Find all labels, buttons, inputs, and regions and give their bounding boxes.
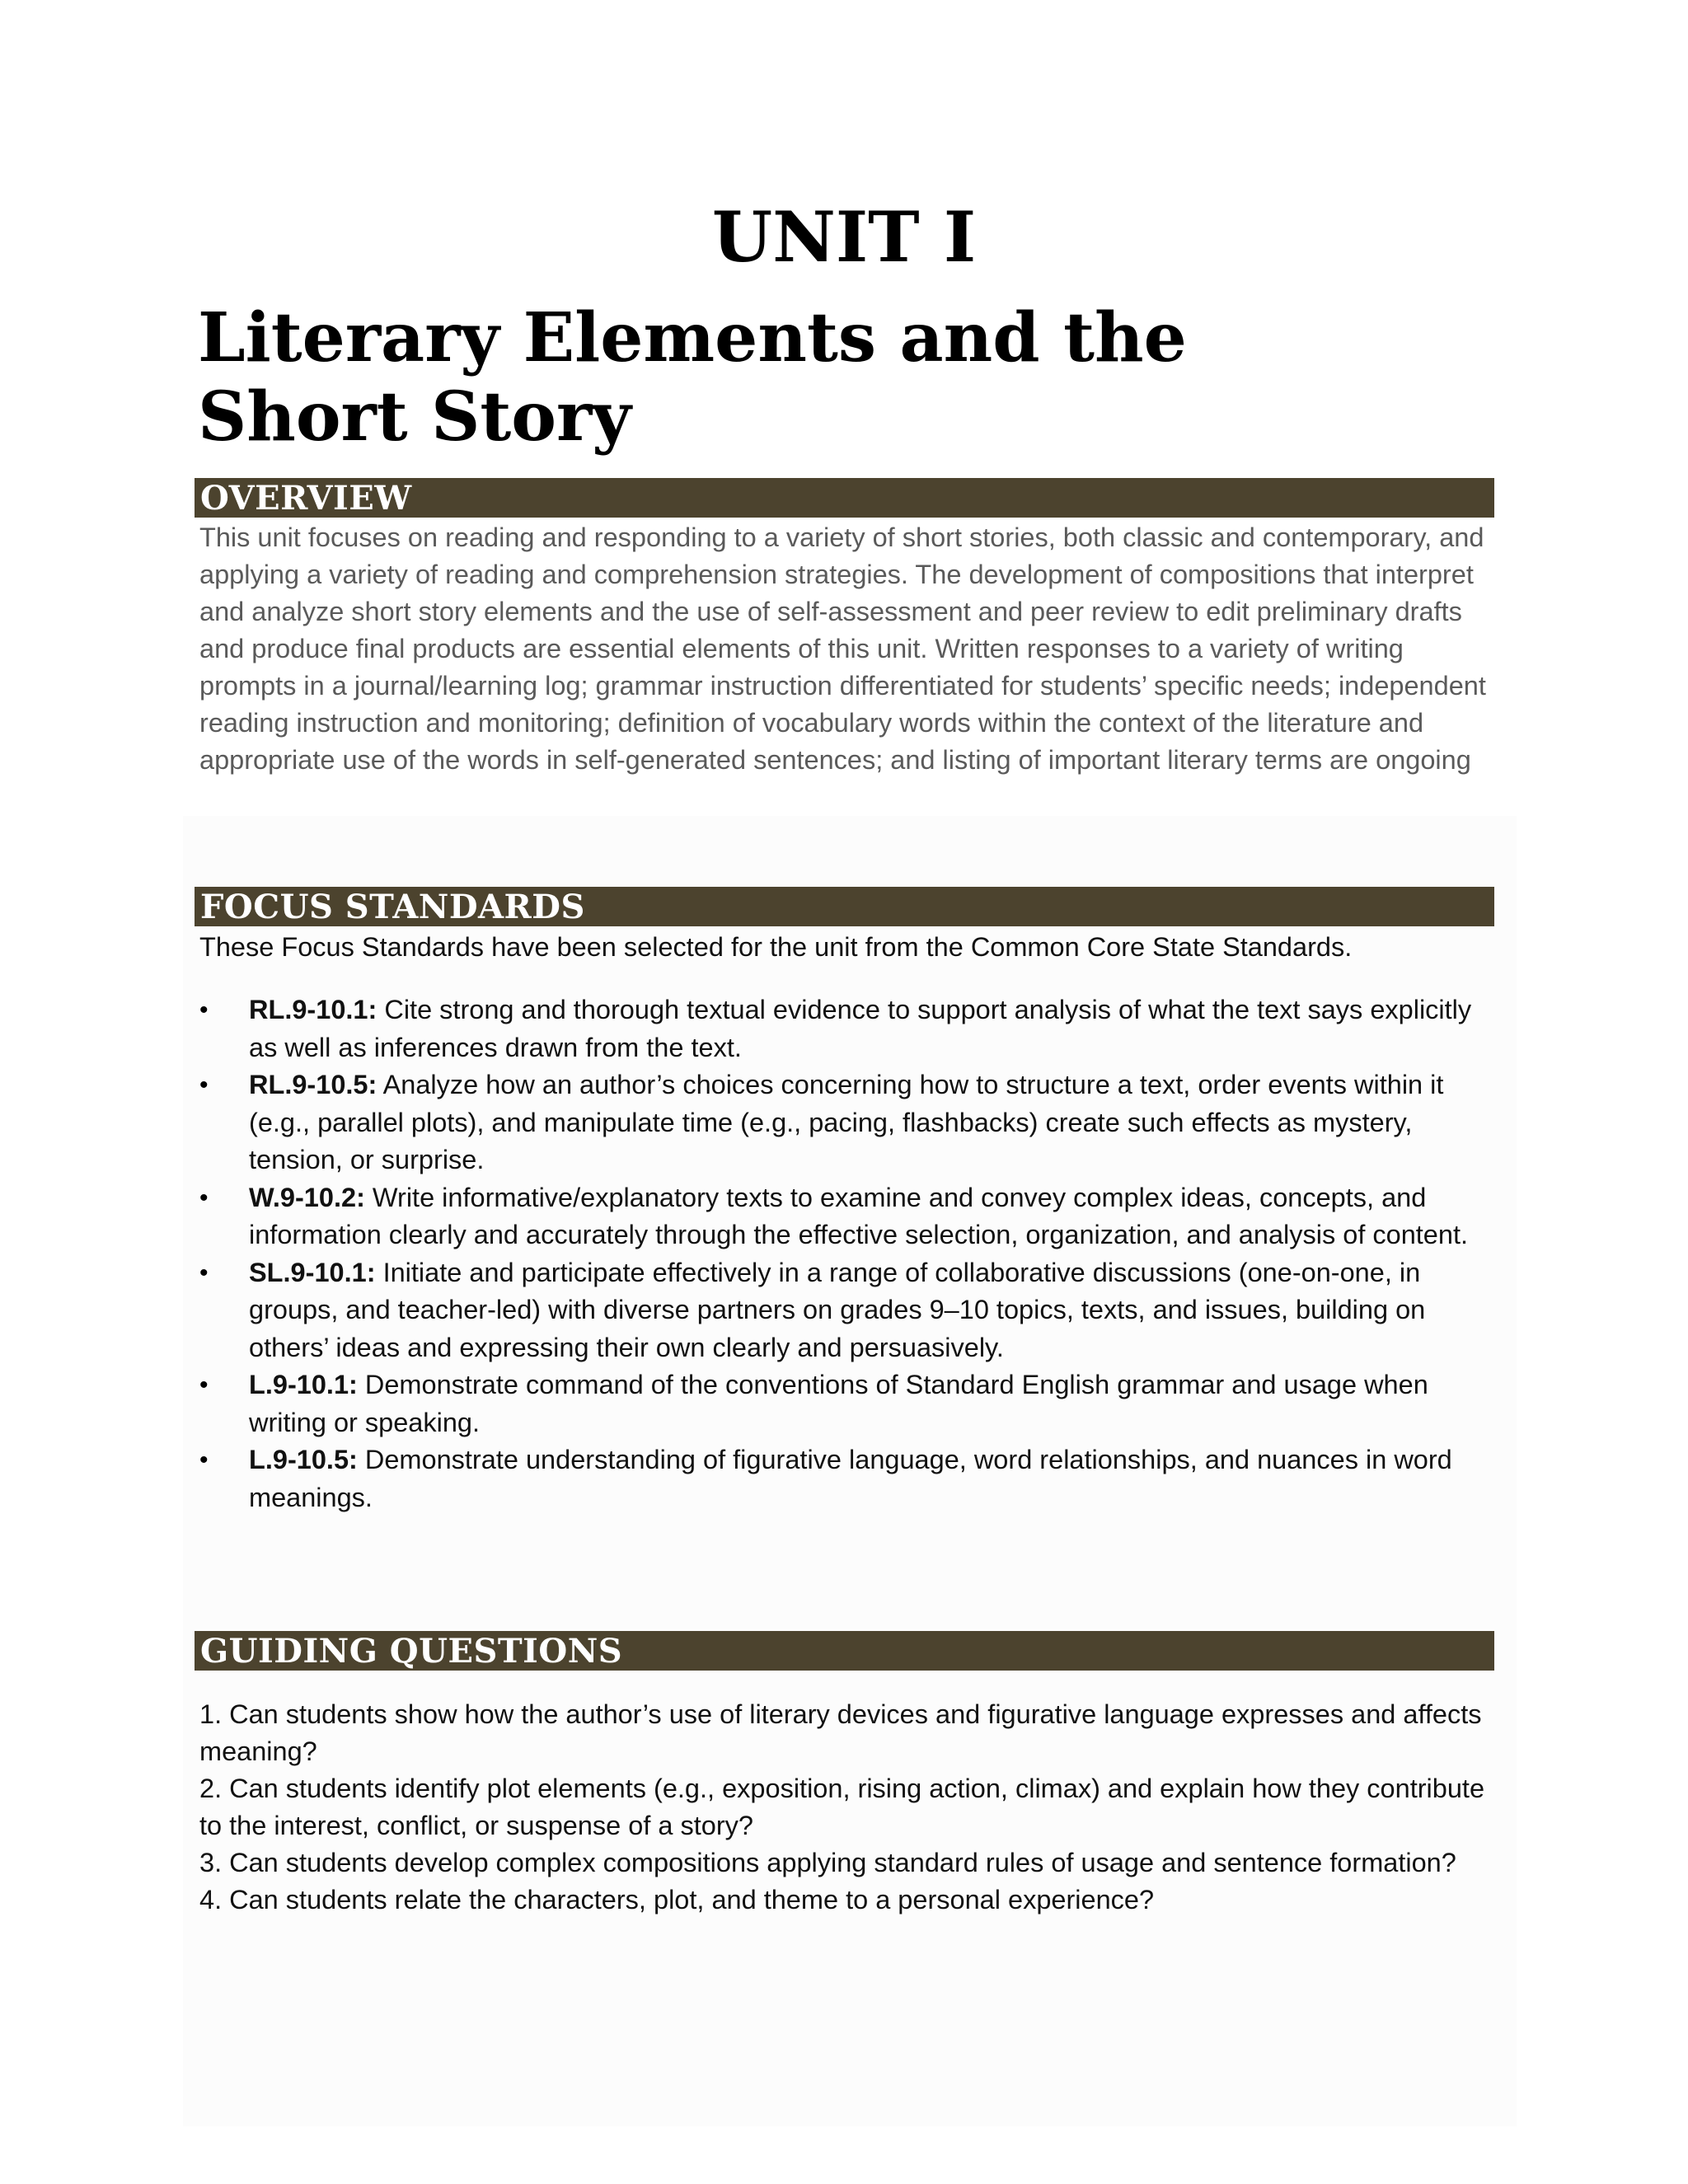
list-item <box>199 991 1502 1066</box>
standard-text: Demonstrate understanding of figurative language, word relationships, and nuances in word meanings. <box>249 1445 1452 1512</box>
bullet-icon: • <box>199 1183 209 1212</box>
standards-list <box>199 991 1502 1516</box>
guiding-questions-list <box>199 1696 1502 1919</box>
list-item <box>199 1366 1502 1441</box>
list-item: 2. Can students identify plot elements (e.g., exposition, rising action, climax) and explain how they contribute to the interest, conflict, or suspense of a story? <box>199 1774 1485 1840</box>
page-title <box>198 298 1484 457</box>
bullet-icon: • <box>199 1371 209 1399</box>
focus-standards-heading: FOCUS STANDARDS <box>195 887 1494 926</box>
standard-code: W.9-10.2: <box>249 1182 365 1212</box>
standard-code: L.9-10.5: <box>249 1445 358 1474</box>
standard-text: Initiate and participate effectively in a range of collaborative discussions (one-on-one, in groups, and teacher-led) with diverse partners on grades 9–10 topics, texts, and issues, building on others’ ideas and expressing their own clearly and persuasively. <box>249 1257 1426 1362</box>
title-line-2: Short Story <box>198 377 631 457</box>
list-item: 1. Can students show how the author’s use of literary devices and figurative language expresses and affects meaning? <box>199 1699 1482 1766</box>
list-item <box>199 1441 1502 1516</box>
title-line-1: Literary Elements and the <box>198 298 1187 377</box>
standard-text: Write informative/explanatory texts to examine and convey complex ideas, concepts, and information clearly and accurately through the effective selection, organization, and analysis of content. <box>249 1182 1469 1249</box>
bullet-icon: • <box>199 1446 209 1474</box>
standard-code: RL.9-10.1: <box>249 995 377 1024</box>
unit-label: UNIT I <box>711 196 977 278</box>
focus-standards-intro: These Focus Standards have been selected for the unit from the Common Core State Standards. <box>199 932 1353 962</box>
overview-heading: OVERVIEW <box>195 478 1494 518</box>
standard-text: Demonstrate command of the conventions of Standard English grammar and usage when writing or speaking. <box>249 1370 1428 1437</box>
list-item: 4. Can students relate the characters, plot, and theme to a personal experience? <box>199 1885 1155 1915</box>
standard-code: SL.9-10.1: <box>249 1257 376 1287</box>
list-item <box>199 1254 1502 1367</box>
standard-code: RL.9-10.5: <box>249 1070 377 1099</box>
bullet-icon: • <box>199 1258 209 1286</box>
list-item <box>199 1066 1502 1179</box>
bullet-icon: • <box>199 996 209 1024</box>
guiding-questions-heading: GUIDING QUESTIONS <box>195 1631 1494 1671</box>
overview-text: This unit focuses on reading and responding to a variety of short stories, both classic and contemporary, and applying a variety of reading and comprehension strategies. The development of compositions that interpret and analyze short story elements and the use of self-assessment and peer review to edit preliminary drafts and produce final products are essential elements of this unit. Written responses to a variety of writing prompts in a journal/learning log; grammar instruction differentiated for students’ specific needs; independent reading instruction and monitoring; definition of vocabulary words within the context of the literature and appropriate use of the words in self-generated sentences; and listing of important literary terms are ongoing <box>199 523 1486 775</box>
list-item <box>199 1179 1502 1254</box>
list-item: 3. Can students develop complex compositions applying standard rules of usage and sentence formation? <box>199 1848 1456 1877</box>
standard-text: Analyze how an author’s choices concerning how to structure a text, order events within it (e.g., parallel plots), and manipulate time (e.g., pacing, flashbacks) create such effects as mystery, tension, or surprise. <box>249 1070 1444 1174</box>
standard-text: Cite strong and thorough textual evidence to support analysis of what the text says explicitly as well as inferences drawn from the text. <box>249 995 1472 1062</box>
bullet-icon: • <box>199 1071 209 1099</box>
standard-code: L.9-10.1: <box>249 1370 358 1399</box>
